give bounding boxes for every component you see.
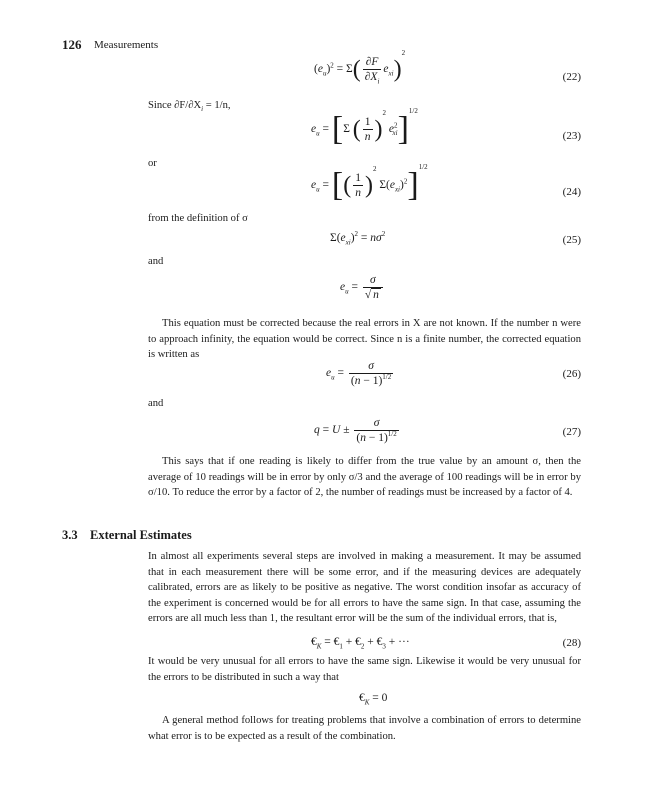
equation-number-22: (22) <box>562 71 581 83</box>
and-label-1: and <box>148 256 164 267</box>
equation-22: $(e_u)^2 = \Sigma$( $\frac{\partial F}{\partial X_i}$ $e_{xi})^2$ <box>314 49 406 86</box>
since-tail: = 1/n, <box>203 100 231 111</box>
equation-number-25: (25) <box>562 234 581 246</box>
equation-sigma-over-root-n: $e_u$ = $\frac{\sigma}{√ n}$ <box>340 274 385 301</box>
equation-25: $\Sigma(e_{xi})^2 = n\sigma^2$ <box>330 230 386 247</box>
equation-27: q = U ± $\frac{\sigma}{(n - 1)^{1/2}}$ <box>314 417 397 444</box>
page-number: 126 <box>62 37 82 52</box>
equation-23: $e_u = [\Sigma$ ( $\frac{1}{n}$ )$^2$ $e^2_{xi}]^{1/2}$ <box>311 107 418 148</box>
equation-number-28: (28) <box>562 637 581 649</box>
and-label-2: and <box>148 398 164 409</box>
paragraph-experiments: In almost all experiments several steps are involved in making a measurement. It may be assumed that in each measurement there will be some error, and if the measuring devices are adequately calibrated, errors are as likely to be positive as negative. The worst condition insofar as accuracy of the experiment is concerned would be for all errors to have the same sign. In that case, assuming the errors are all much less than 1, the resultant error will be the sum of the individual errors, that is, <box>148 551 581 625</box>
equation-number-24: (24) <box>562 186 581 198</box>
or-label: or <box>148 158 157 169</box>
equation-ek-zero: $€_K = 0$ <box>359 692 388 707</box>
paragraph-correction: This equation must be corrected because the real errors in X are not known. If the number n were to approach infinity, the equation would be correct. Since n is a finite number, the corrected equation is written as <box>148 318 581 361</box>
equation-26: $e_u$ = $\frac{\sigma}{(n - 1)^{1/2}}$ <box>326 360 392 387</box>
equation-24: $e_u$ = [( $\frac{1}{n}$ )$^2$ $\Sigma(e_{xi})^2]^{1/2}$ <box>311 163 428 204</box>
equation-number-27: (27) <box>562 426 581 438</box>
running-title: Measurements <box>94 39 159 51</box>
from-definition-label: from the definition of σ <box>148 213 248 224</box>
paragraph-readings: This says that if one reading is likely to differ from the true value by an amount σ, then the average of 10 readings will be in error by only σ/3 and the average of 100 readings will be in error by σ/10. To reduce the error by a factor of 2, the number of readings must be increased by a factor of 4. <box>148 456 581 499</box>
section-title: External Estimates <box>90 528 192 542</box>
section-number: 3.3 <box>62 528 78 542</box>
since-label: Since $\partial F/\partial X_i = 1/n$, <box>148 100 231 114</box>
since-text: Since ∂F/∂X <box>148 100 202 111</box>
equation-28: $€_K$ = $€_1$ + $€_2$ + $€_3$ + ··· <box>311 636 410 651</box>
paragraph-general-method: A general method follows for treating problems that involve a combination of errors to determine what error is to be expected as a result of the combination. <box>148 715 581 742</box>
equation-number-26: (26) <box>562 368 581 380</box>
paragraph-unusual: It would be very unusual for all errors to have the same sign. Likewise it would be very unusual for the errors to be distributed in such a way that <box>148 656 581 683</box>
equation-number-23: (23) <box>562 130 581 142</box>
